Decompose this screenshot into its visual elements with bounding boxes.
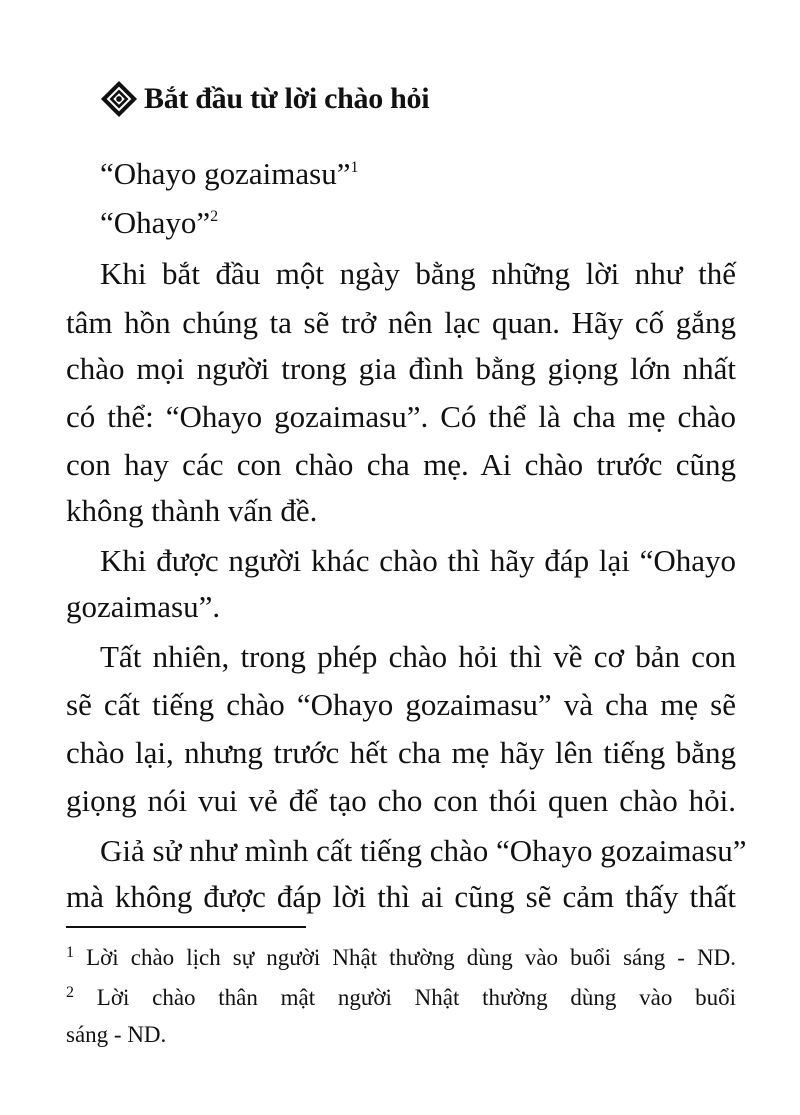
body-line: mà không được đáp lời thì ai cũng sẽ cảm thấy thất <box>66 879 736 914</box>
body-line: có thể: “Ohayo gozaimasu”. Có thể là cha mẹ chào <box>66 399 736 434</box>
body-line: không thành vấn đề. <box>66 493 318 528</box>
section-title: Bắt đầu từ lời chào hỏi <box>144 82 430 115</box>
body-line: giọng nói vui vẻ để tạo cho con thói quen chào hỏi. <box>66 783 736 818</box>
body-line: Khi được người khác chào thì hãy đáp lại “Ohayo <box>100 543 736 578</box>
footnote-ref: 2 <box>210 208 219 225</box>
footnote-number: 1 <box>66 944 74 961</box>
greeting-text: “Ohayo gozaimasu” <box>100 156 351 191</box>
footnote-number: 2 <box>66 984 74 1001</box>
diamond-ornament-icon <box>100 80 138 118</box>
body-line: tâm hồn chúng ta sẽ trở nên lạc quan. Hãy cố gắng <box>66 305 736 340</box>
footnote-text: Lời chào lịch sự người Nhật thường dùng vào buổi sáng - ND. <box>86 945 737 970</box>
footnote-2-continued: sáng - ND. <box>66 1022 167 1047</box>
body-line: Khi bắt đầu một ngày bằng những lời như thế <box>100 256 736 291</box>
body-line: sẽ cất tiếng chào “Ohayo gozaimasu” và cha mẹ sẽ <box>66 687 736 722</box>
footnote-divider <box>66 926 306 928</box>
footnote-2 <box>66 985 736 1009</box>
footnote-ref: 1 <box>350 159 359 176</box>
footnote-1 <box>66 945 736 969</box>
body-line: chào lại, nhưng trước hết cha mẹ hãy lên tiếng bằng <box>66 735 736 770</box>
footnote-text: Lời chào thân mật người Nhật thường dùng vào buổi <box>96 985 737 1010</box>
body-line: Tất nhiên, trong phép chào hỏi thì về cơ bản con <box>100 639 736 674</box>
greeting-text: “Ohayo” <box>100 205 211 240</box>
section-heading <box>100 80 429 118</box>
body-line: Giả sử như mình cất tiếng chào “Ohayo gozaimasu” <box>100 833 747 868</box>
body-line: gozaimasu”. <box>66 589 221 624</box>
body-line: con hay các con chào cha mẹ. Ai chào trước cũng <box>66 447 736 482</box>
body-line: chào mọi người trong gia đình bằng giọng lớn nhất <box>66 351 736 386</box>
greeting-line-1 <box>100 158 358 189</box>
greeting-line-2 <box>100 207 218 238</box>
